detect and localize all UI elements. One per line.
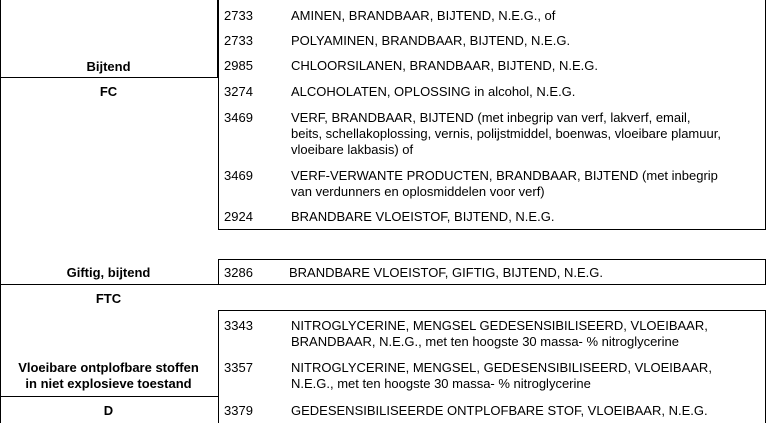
row-description: BRANDBAAR, N.E.G., met ten hoogste 30 massa- % nitroglycerine — [291, 334, 679, 349]
category-fc: FC — [99, 84, 118, 99]
row-description: BRANDBARE VLOEISTOF, GIFTIG, BIJTEND, N.E.G. — [289, 265, 603, 280]
row-description: NITROGLYCERINE, MENGSEL GEDESENSIBILISEERD, VLOEIBAAR, — [291, 318, 708, 333]
category-giftig-bijtend: Giftig, bijtend — [66, 265, 151, 280]
hline-bijtend — [0, 77, 218, 78]
row-description: ALCOHOLATEN, OPLOSSING in alcohol, N.E.G. — [291, 84, 576, 99]
un-number: 2985 — [224, 58, 253, 73]
category-vloeibare-line2: in niet explosieve toestand — [25, 376, 192, 391]
un-number: 3357 — [224, 360, 253, 375]
row-description: CHLOORSILANEN, BRANDBAAR, BIJTEND, N.E.G. — [291, 58, 599, 73]
un-number: 3343 — [224, 318, 253, 333]
un-number: 3286 — [224, 265, 253, 280]
un-number: 3274 — [224, 84, 253, 99]
row-description: VERF, BRANDBAAR, BIJTEND (met inbegrip van verf, lakverf, email, — [291, 110, 691, 125]
row-description: N.E.G., met ten hoogste 30 massa- % nitroglycerine — [291, 376, 591, 391]
row-description: POLYAMINEN, BRANDBAAR, BIJTEND, N.E.G. — [291, 33, 571, 48]
category-vloeibare-line1: Vloeibare ontplofbare stoffen — [18, 360, 199, 375]
un-number: 2733 — [224, 8, 253, 23]
hline-giftig — [0, 284, 218, 285]
row-description: AMINEN, BRANDBAAR, BIJTEND, N.E.G., of — [291, 8, 556, 23]
un-number: 3379 — [224, 403, 253, 418]
row-description: van verdunners en oplosmiddelen voor verf) — [291, 184, 545, 199]
un-number: 2924 — [224, 209, 253, 224]
category-ftc: FTC — [95, 291, 122, 306]
category-d: D — [103, 403, 114, 418]
category-bijtend: Bijtend — [86, 59, 131, 74]
row-description: GEDESENSIBILISEERDE ONTPLOFBARE STOF, VLOEIBAAR, N.E.G. — [291, 403, 708, 418]
row-description: beits, schellakoplossing, vernis, polijstmiddel, boenwas, vloeibare plamuur, — [291, 126, 721, 141]
row-description: NITROGLYCERINE, MENGSEL, GEDESENSIBILISEERD, VLOEIBAAR, — [291, 360, 712, 375]
un-number: 3469 — [224, 168, 253, 183]
row-description: vloeibare lakbasis) of — [291, 142, 414, 157]
row-description: VERF-VERWANTE PRODUCTEN, BRANDBAAR, BIJTEND (met inbegrip — [291, 168, 718, 183]
row-description: BRANDBARE VLOEISTOF, BIJTEND, N.E.G. — [291, 209, 555, 224]
hline-ftc — [0, 396, 218, 397]
un-number: 3469 — [224, 110, 253, 125]
un-number: 2733 — [224, 33, 253, 48]
